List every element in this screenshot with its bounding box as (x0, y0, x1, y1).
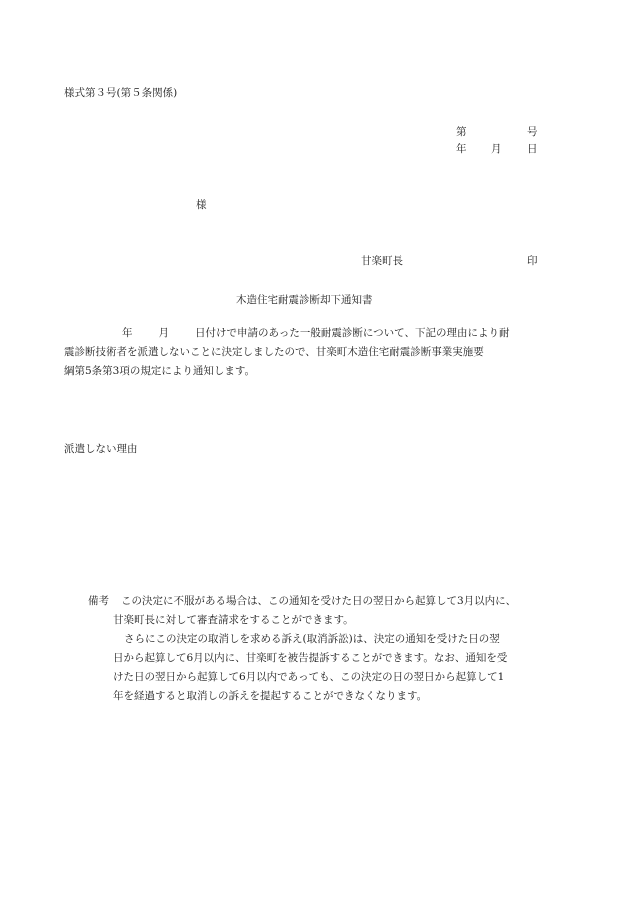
addressee-suffix: 様 (196, 199, 207, 211)
remarks-line-3: さらにこの決定の取消しを求める訴え(取消訴訟)は、決定の通知を受けた日の翌 (124, 633, 500, 645)
remarks-line-5: けた日の翌日から起算して6月以内であっても、この決定の日の翌日から起算して1 (113, 671, 505, 683)
remarks-line-1-text: この決定に不服がある場合は、この通知を受けた日の翌日から起算して3月以内に、 (121, 595, 517, 607)
body-line-1 (64, 324, 509, 343)
remarks-line-4: 日から起算して6月以内に、甘楽町を被告提訴することができます。なお、通知を受 (113, 652, 508, 664)
body-line-2: 震診断技術者を派遣しないことに決定しましたので、甘楽町木造住宅耐震診断事業実施要 (64, 346, 484, 358)
document-title: 木造住宅耐震診断却下通知書 (236, 294, 373, 306)
date-year: 年 (456, 143, 467, 155)
remarks-label: 備考 (88, 595, 109, 607)
seal-mark: 印 (527, 255, 538, 267)
document-number-suffix: 号 (527, 126, 538, 138)
date-day: 日 (527, 143, 538, 155)
remarks-line-1 (88, 592, 516, 611)
body-line-1-text: 日付けで申請のあった一般耐震診断について、下記の理由により耐 (195, 327, 510, 339)
remarks-line-6: 年を経過すると取消しの訴えを提起することができなくなります。 (113, 690, 428, 702)
body-paragraph (64, 324, 509, 381)
remarks-line-2: 甘楽町長に対して審査請求をすることができます。 (113, 614, 354, 626)
body-line-3: 綱第5条第3項の規定により通知します。 (64, 365, 256, 377)
body-year: 年 (122, 327, 133, 339)
reason-label: 派遣しない理由 (64, 443, 138, 455)
body-month: 月 (158, 327, 169, 339)
form-number: 様式第３号(第５条関係) (64, 87, 178, 99)
date-month: 月 (491, 143, 502, 155)
document-number-prefix: 第 (456, 126, 467, 138)
sender-name: 甘楽町長 (361, 255, 403, 267)
